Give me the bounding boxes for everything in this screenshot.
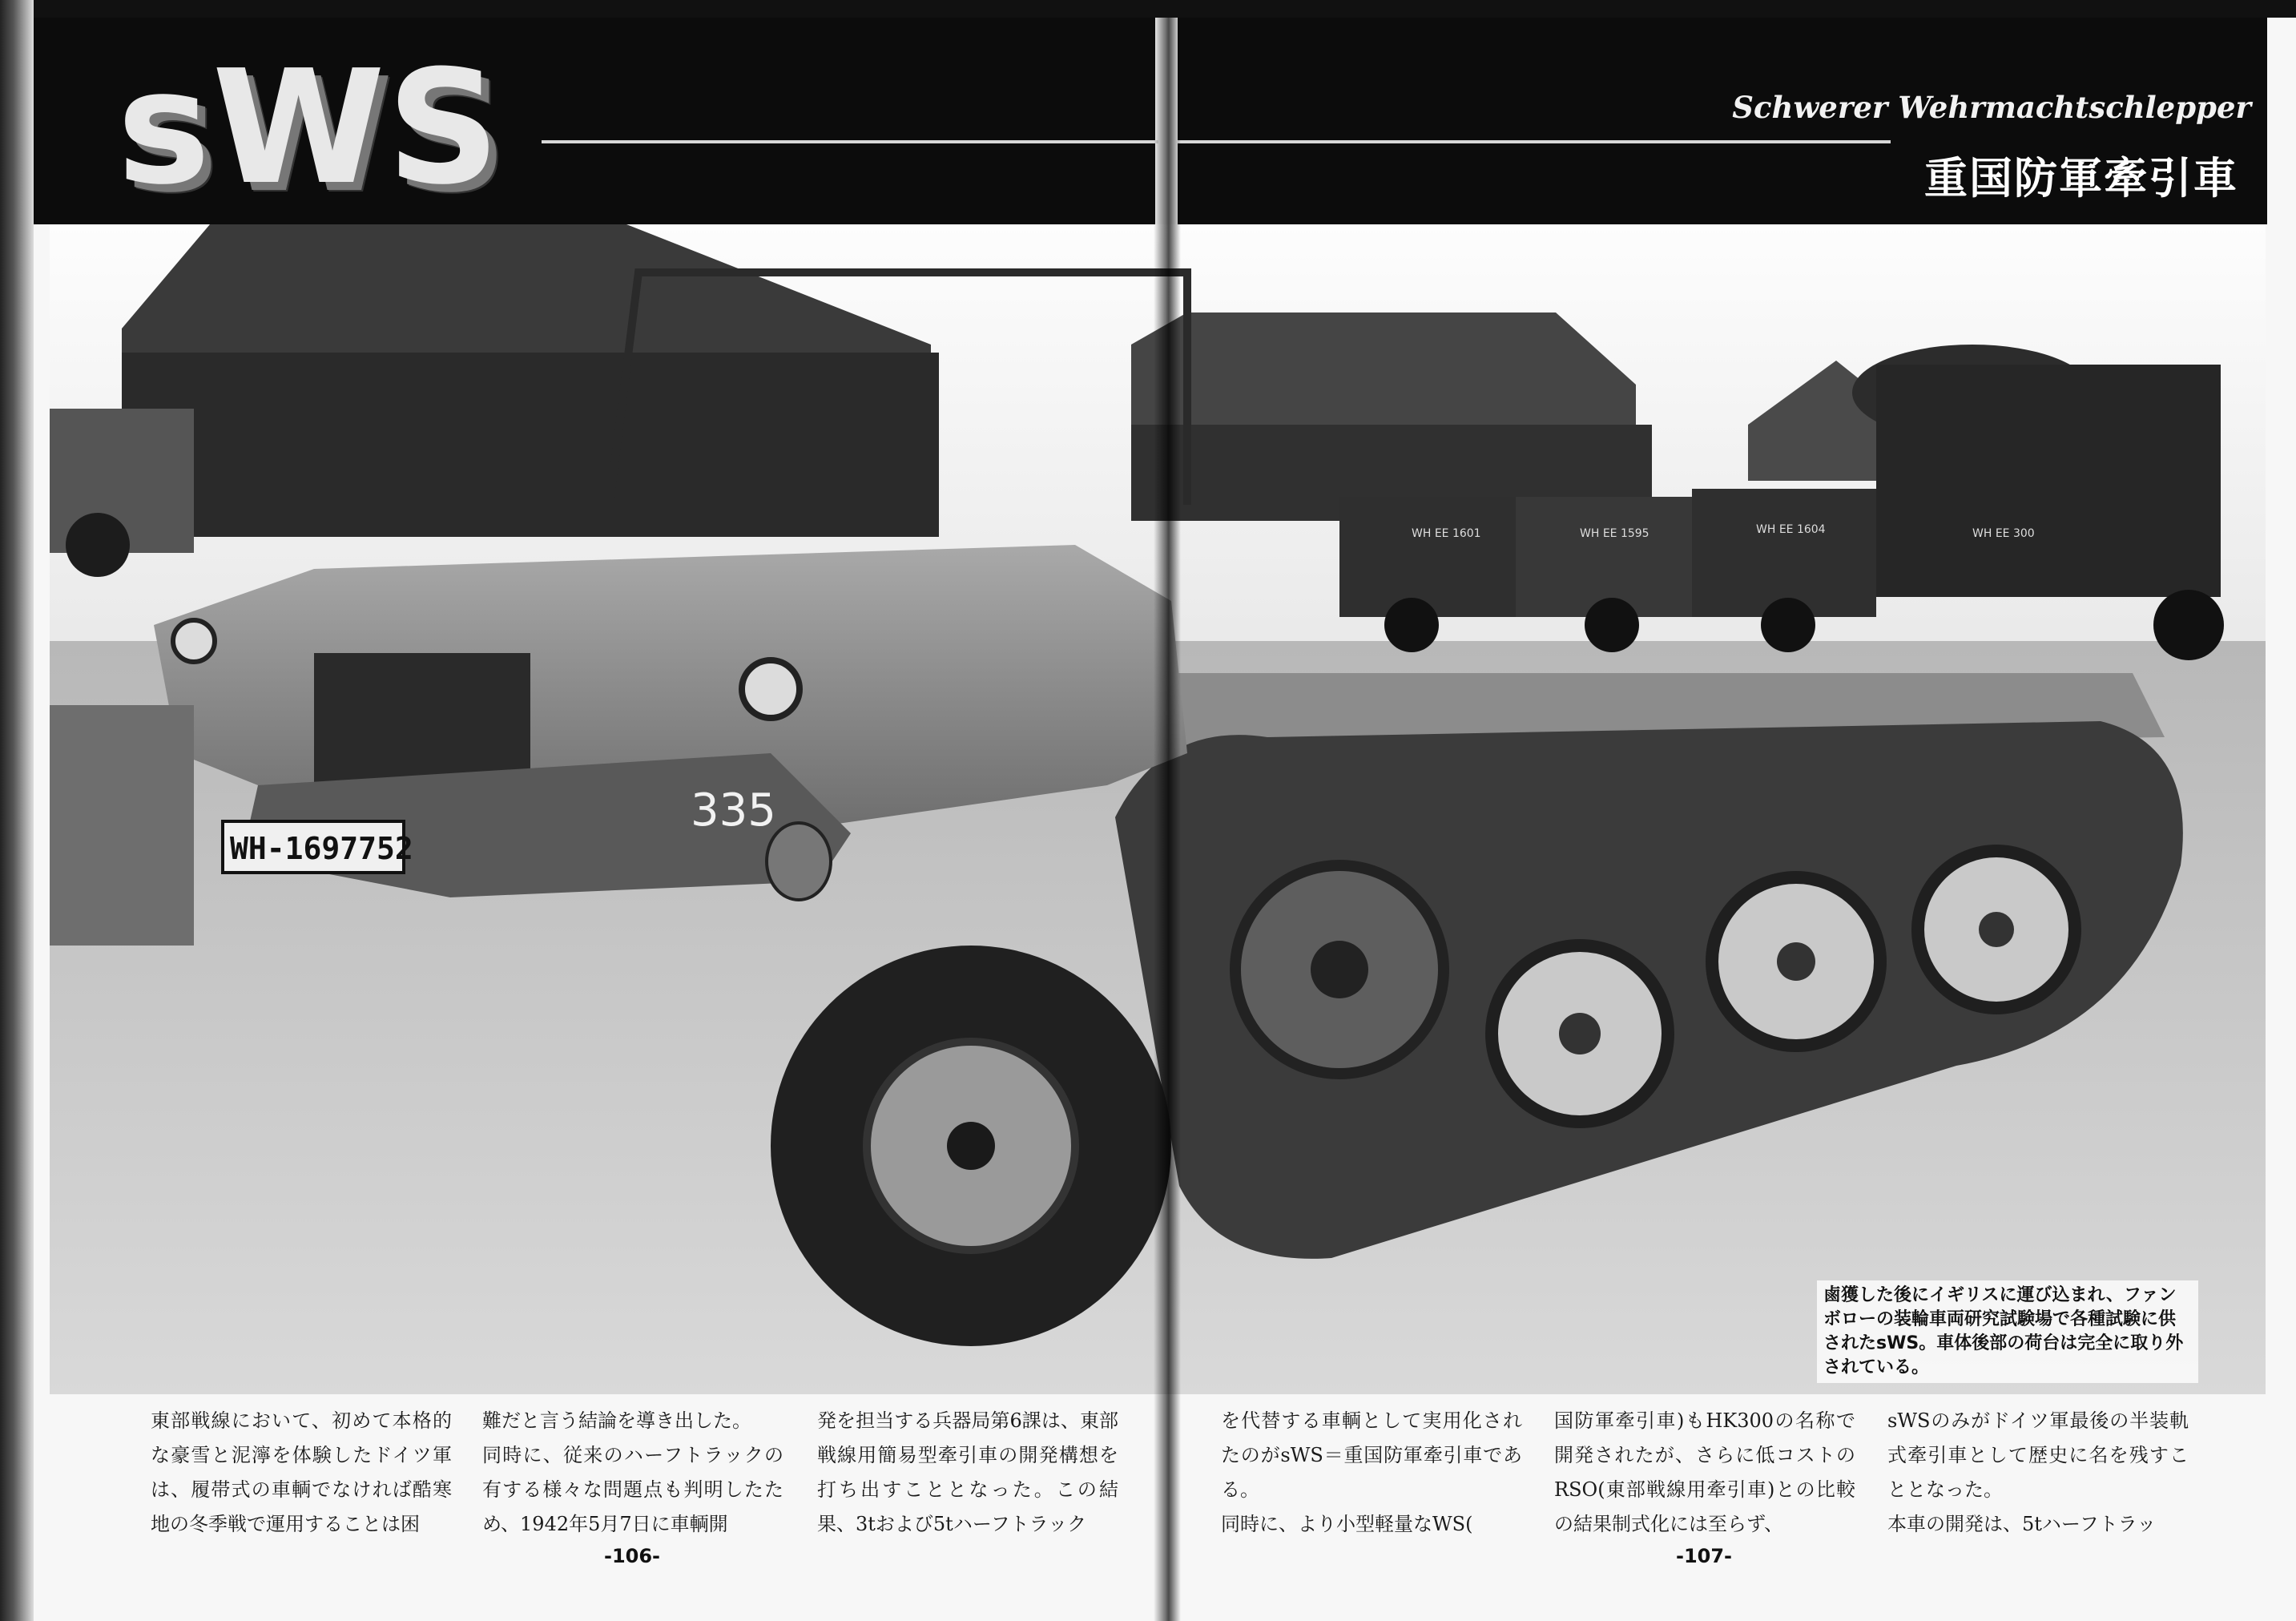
- truck-marking-3: WH EE 1604: [1756, 523, 1826, 536]
- column-5-text: 国防軍牽引車)もHK300の名称で開発されたが、さらに低コストのRSO(東部戦線用牽引車)との比較の結果制式化には至らず、: [1554, 1409, 1855, 1535]
- road-wheel-3-hub: [1979, 912, 2014, 947]
- truck-body-1: [1339, 497, 1516, 617]
- column-4-text: を代替する車輌として実用化されたのがsWS＝重国防軍牽引車である。 同時に、より小型軽量なWS(: [1221, 1409, 1522, 1535]
- subtitle-english: Schwerer Wehrmachtschlepper: [1732, 90, 2251, 125]
- sprocket-hub: [1311, 941, 1368, 998]
- truck-wheel-3: [1761, 598, 1815, 652]
- truck-marking-1: WH EE 1601: [1412, 527, 1481, 540]
- shed-wall-left: [122, 353, 939, 537]
- text-column-4: [1221, 1404, 1522, 1542]
- text-column-3: [817, 1404, 1118, 1542]
- truck-wheel-1: [1384, 598, 1439, 652]
- header-rule-right: [1178, 140, 1891, 143]
- trailer-left: [50, 705, 194, 946]
- text-column-2: [482, 1404, 783, 1542]
- truck-body-2: [1516, 497, 1692, 617]
- road-wheel-1-hub: [1559, 1013, 1601, 1054]
- subtitle-japanese: 重国防軍牽引車: [1924, 153, 2238, 204]
- header-rule-left: [542, 140, 1158, 143]
- truck-covered: [1876, 365, 2221, 597]
- truck-left-wheel: [66, 513, 130, 577]
- truck-wheel-2: [1585, 598, 1639, 652]
- column-6-text: sWSのみがドイツ軍最後の半装軌式牽引車として歴史に名を残すこととなった。 本車の開発は、5tハーフトラッ: [1887, 1409, 2189, 1535]
- front-wheel-hub: [947, 1122, 995, 1170]
- scan-top-edge: [0, 0, 2296, 18]
- page-number-left: -106-: [604, 1545, 661, 1567]
- headlight-right: [742, 660, 800, 718]
- truck-marking-4: WH EE 300: [1972, 527, 2035, 540]
- truck-wheel-4: [2153, 590, 2224, 660]
- truck-marking-2: WH EE 1595: [1580, 527, 1649, 540]
- scan-left-edge: [0, 0, 34, 1621]
- shed-roof-right: [1131, 313, 1636, 433]
- page-number-right: -107-: [1676, 1545, 1733, 1567]
- unit-emblem: [767, 823, 831, 900]
- headlight-left: [173, 620, 215, 662]
- text-column-5: [1554, 1404, 1855, 1542]
- text-column-1: [151, 1404, 452, 1542]
- vehicle-number: 335: [691, 784, 776, 837]
- road-wheel-2-hub: [1777, 942, 1815, 981]
- license-plate-text: WH-1697752: [230, 831, 413, 866]
- truck-body-3: [1692, 489, 1876, 617]
- title-logo: sWS: [117, 37, 502, 220]
- book-gutter: [1154, 18, 1181, 1621]
- column-3-text: 発を担当する兵器局第6課は、東部戦線用簡易型牽引車の開発構想を打ち出すこととなった。この結果、3tおよび5tハーフトラック: [817, 1409, 1118, 1535]
- column-1-text: 東部戦線において、初めて本格的な豪雪と泥濘を体験したドイツ軍は、履帯式の車輌でなければ酷寒地の冬季戦で運用することは困: [151, 1409, 452, 1535]
- photo-caption: 鹵獲した後にイギリスに運び込まれ、ファンボローの装輪車両研究試験場で各種試験に供されたsWS。車体後部の荷台は完全に取り外されている。: [1817, 1280, 2198, 1383]
- column-2-text: 難だと言う結論を導き出した。 同時に、従来のハーフトラックの有する様々な問題点も判明したため、1942年5月7日に車輌開: [482, 1409, 783, 1535]
- text-column-6: [1887, 1404, 2189, 1542]
